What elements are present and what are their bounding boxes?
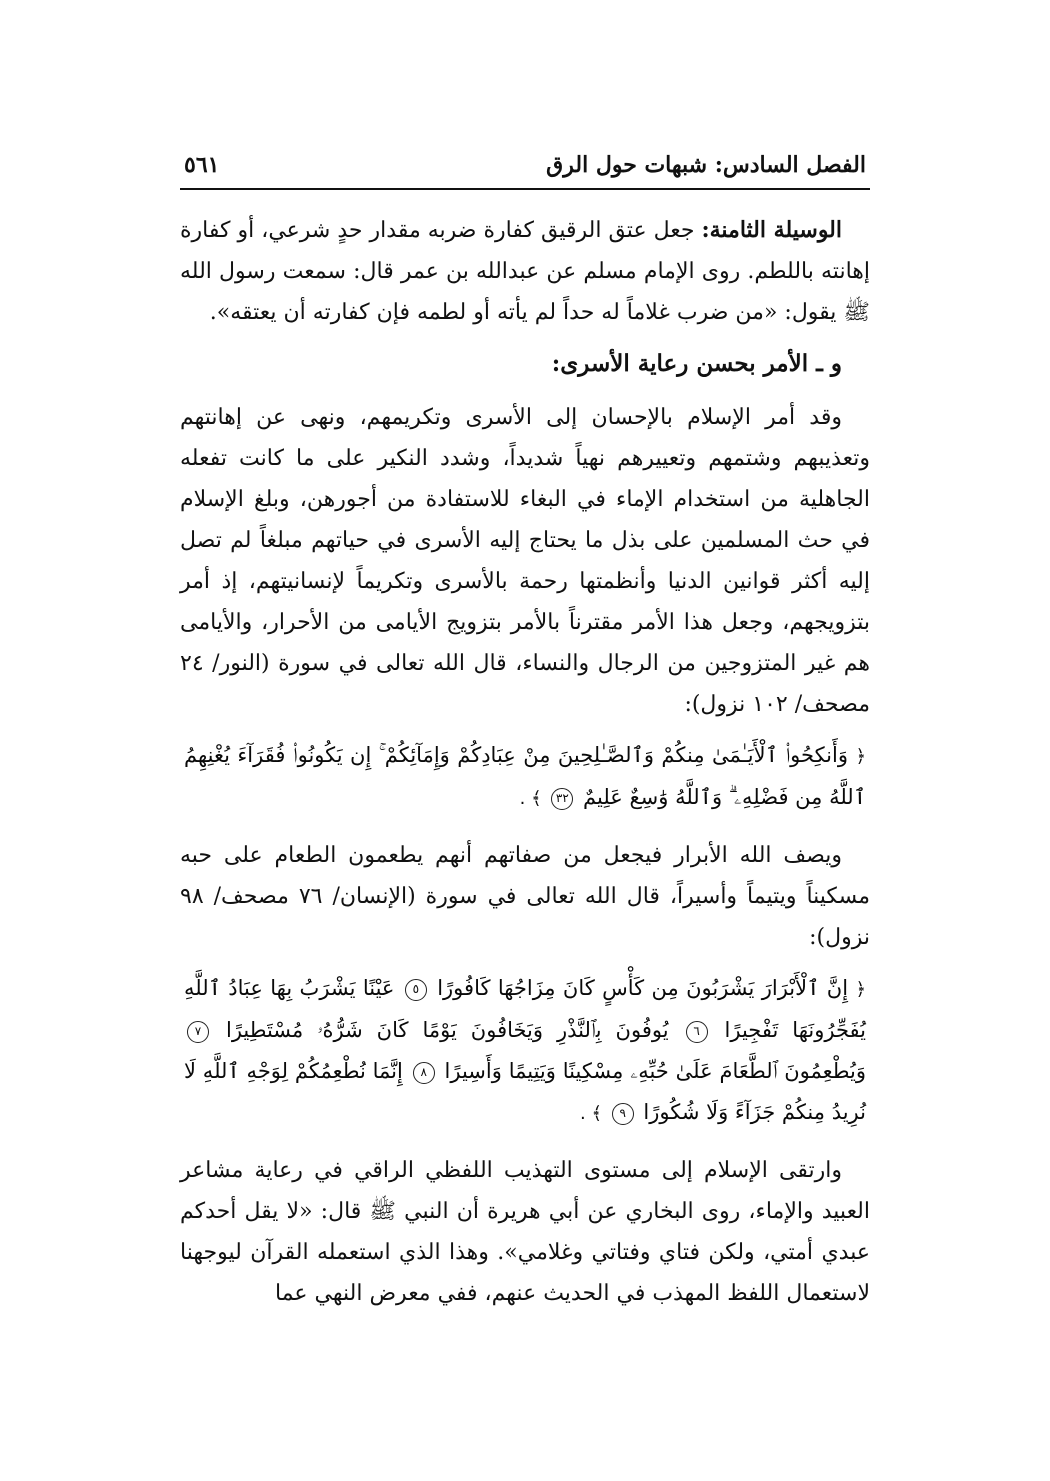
ayah-number-marker: ٩ <box>612 1103 634 1125</box>
paragraph-refinement: وارتقى الإسلام إلى مستوى التهذيب اللفظي الراقي في رعاية مشاعر العبيد والإماء، روى البخاري عن أبي هريرة أن النبي ﷺ قال: «لا يقل أحدكم عبدي أمتي، ولكن فتاي وفتاتي وغلامي». وهذا الذي استعمله القرآن ليوجهنا لاستعمال اللفظ المهذب في الحديث عنهم، ففي معرض النهي عما <box>180 1158 870 1306</box>
chapter-title: الفصل السادس: شبهات حول الرق <box>546 152 866 178</box>
quran-verse-nur <box>180 735 870 819</box>
verse-text: إِنَّمَا نُطْعِمُكُمْ لِوَجْهِ ٱللَّهِ لَا نُرِيدُ مِنكُمْ جَزَآءً وَلَا شُكُورًا <box>184 1059 866 1124</box>
ayah-number-marker: ٥ <box>405 979 427 1001</box>
running-header <box>180 152 870 186</box>
ayah-number-marker: ٣٢ <box>551 788 573 810</box>
section-heading-captives: و ـ الأمر بحسن رعاية الأسرى: <box>551 350 842 377</box>
paragraph-abrar: ويصف الله الأبرار فيجعل من صفاتهم أنهم يطعمون الطعام على حبه مسكيناً ويتيماً وأسيراً، قال الله تعالى في سورة (الإنسان/ ٧٦ مصحف/ ٩٨ نزول): <box>180 843 870 950</box>
verse-open-bracket: ﴿ <box>855 979 866 1000</box>
verse-text: وَيُطْعِمُونَ ٱلطَّعَامَ عَلَىٰ حُبِّهِۦ مِسْكِينًا وَيَتِيمًا وَأَسِيرًا <box>444 1059 866 1083</box>
page-number: ٥٦١ <box>184 152 220 178</box>
verse-text: وَأَنكِحُوا۟ ٱلْأَيَـٰمَىٰ مِنكُمْ وَٱلصَّـٰلِحِينَ مِنْ عِبَادِكُمْ وَإِمَآئِكُمْ ۚ إِن يَكُونُوا۟ فُقَرَآءَ يُغْنِهِمُ ٱللَّهُ مِن فَضْلِهِۦ ۗ وَٱللَّهُ وَٰسِعٌ عَلِيمٌ <box>184 743 866 809</box>
verse-text: عَيْنًا يَشْرَبُ بِهَا عِبَادُ ٱللَّهِ يُفَجِّرُونَهَا تَفْجِيرًا <box>184 976 866 1042</box>
verse-close-bracket: ﴾ . <box>580 1103 603 1124</box>
verse-text: يُوفُونَ بِٱلنَّذْرِ وَيَخَافُونَ يَوْمًا كَانَ شَرُّهُۥ مُسْتَطِيرًا <box>225 1018 669 1042</box>
verse-text: إِنَّ ٱلْأَبْرَارَ يَشْرَبُونَ مِن كَأْسٍ كَانَ مِزَاجُهَا كَافُورًا <box>437 976 849 1000</box>
book-page <box>180 152 870 1324</box>
eighth-means-text: جعل عتق الرقيق كفارة ضربه مقدار حدٍ شرعي، أو كفارة إهانته باللطم. روى الإمام مسلم عن عبدالله بن عمر قال: سمعت رسول الله ﷺ يقول: «من ضرب غلاماً له حداً لم يأته أو لطمه فإن كفارته أن يعتقه». <box>180 218 870 325</box>
verse-open-bracket: ﴿ <box>855 746 867 767</box>
eighth-means-term: الوسيلة الثامنة: <box>701 217 842 243</box>
ayah-number-marker: ٨ <box>413 1062 435 1084</box>
header-rule <box>180 188 870 190</box>
ayah-number-marker: ٦ <box>686 1021 708 1043</box>
quran-verse-insan <box>180 968 870 1134</box>
verse-close-bracket: ﴾ . <box>519 788 542 809</box>
ayah-number-marker: ٧ <box>187 1021 209 1043</box>
paragraph-eighth-means <box>180 210 870 333</box>
paragraph-captives: وقد أمر الإسلام بالإحسان إلى الأسرى وتكريمهم، ونهى عن إهانتهم وتعذيبهم وشتمهم وتعييرهم نهياً شديداً، وشدد النكير على ما كانت تفعله الجاهلية من استخدام الإماء في البغاء للاستفادة من أجورهن، وبلغ الإسلام في حث المسلمين على بذل ما يحتاج إليه الأسرى في حياتهم مبلغاً لم تصل إليه أكثر قوانين الدنيا وأنظمتها رحمة بالأسرى وتكريماً لإنسانيتهم، إذ أمر بتزويجهم، وجعل هذا الأمر مقترناً بالأمر بتزويج الأيامى من الأحرار، والأيامى هم غير المتزوجين من الرجال والنساء، قال الله تعالى في سورة (النور/ ٢٤ مصحف/ ١٠٢ نزول): <box>180 405 870 717</box>
